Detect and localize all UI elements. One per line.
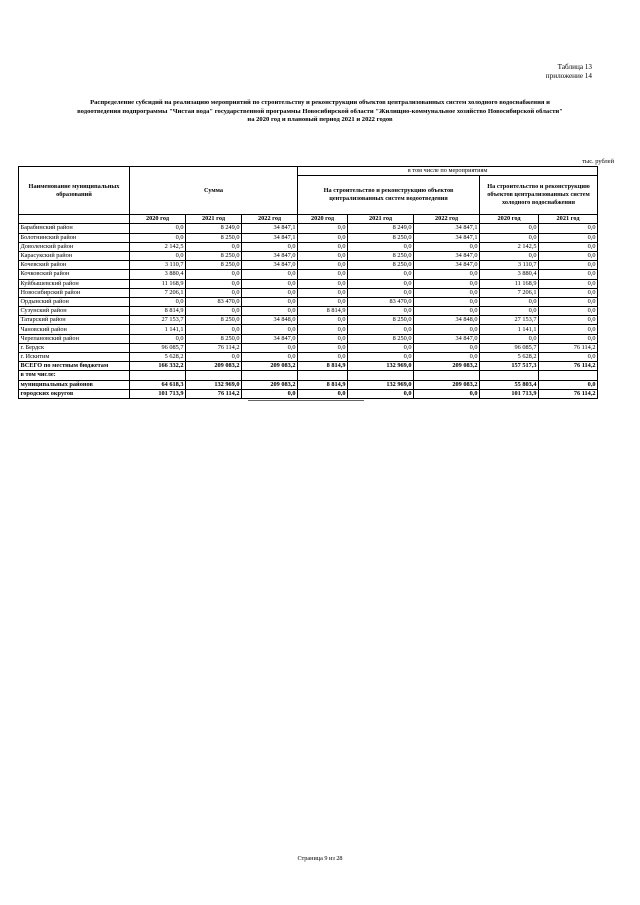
empty-cell	[298, 371, 348, 380]
row-value: 8 250,0	[186, 233, 242, 242]
row-value: 3 110,7	[480, 261, 539, 270]
table-row	[19, 353, 598, 362]
table-row	[19, 325, 598, 334]
row-value: 7 206,1	[480, 288, 539, 297]
row-value: 0,0	[242, 325, 298, 334]
table-row	[19, 389, 598, 398]
row-name: Сузунский район	[19, 307, 130, 316]
appendix-number: приложение 14	[545, 72, 592, 80]
row-value: 34 847,0	[242, 334, 298, 343]
row-value: 76 114,2	[186, 343, 242, 352]
row-value: 0,0	[242, 270, 298, 279]
row-value: 8 250,0	[348, 261, 414, 270]
row-value: 0,0	[539, 297, 598, 306]
row-value: 34 848,0	[242, 316, 298, 325]
row-name: Карасукский район	[19, 251, 130, 260]
row-value: 0,0	[539, 380, 598, 389]
row-value: 0,0	[298, 389, 348, 398]
header-group-drainage: На строительство и реконструкцию объектов централизованных систем водоотведения	[298, 176, 480, 215]
year-header: 2021 год	[186, 215, 242, 224]
empty-cell	[414, 371, 480, 380]
row-value: 0,0	[414, 389, 480, 398]
row-value: 0,0	[539, 251, 598, 260]
row-value: 8 250,0	[348, 334, 414, 343]
table-row	[19, 307, 598, 316]
row-name: ВСЕГО по местным бюджетам	[19, 362, 130, 371]
year-header: 2022 год	[242, 215, 298, 224]
row-name: Татарский район	[19, 316, 130, 325]
title-line-3: на 2020 год и плановый период 2021 и 2022 годов	[247, 116, 393, 124]
table-row	[19, 343, 598, 352]
row-value: 34 847,0	[242, 251, 298, 260]
subsidy-table	[18, 166, 598, 399]
row-value: 0,0	[242, 307, 298, 316]
row-value: 7 206,1	[130, 288, 186, 297]
row-value: 0,0	[539, 270, 598, 279]
row-value: 34 847,0	[414, 334, 480, 343]
row-value: 55 803,4	[480, 380, 539, 389]
row-value: 209 083,2	[186, 362, 242, 371]
row-value: 0,0	[539, 334, 598, 343]
row-value: 8 814,9	[298, 362, 348, 371]
row-name: Доволенский район	[19, 242, 130, 251]
row-value: 0,0	[186, 270, 242, 279]
row-value: 34 847,1	[414, 233, 480, 242]
table-row	[19, 270, 598, 279]
table-row	[19, 224, 598, 233]
row-value: 101 713,9	[480, 389, 539, 398]
row-value: 96 085,7	[480, 343, 539, 352]
row-value: 0,0	[539, 242, 598, 251]
empty-cell	[539, 371, 598, 380]
row-value: 96 085,7	[130, 343, 186, 352]
row-value: 0,0	[298, 343, 348, 352]
row-value: 0,0	[480, 251, 539, 260]
year-header: 2022 год	[414, 215, 480, 224]
row-value: 0,0	[414, 279, 480, 288]
row-value: 8 250,0	[186, 316, 242, 325]
including-row	[19, 371, 598, 380]
row-value: 0,0	[348, 279, 414, 288]
row-value: 0,0	[298, 261, 348, 270]
row-value: 76 114,2	[186, 389, 242, 398]
row-value: 0,0	[480, 297, 539, 306]
empty-cell	[242, 371, 298, 380]
row-value: 0,0	[130, 224, 186, 233]
row-value: 0,0	[298, 251, 348, 260]
row-value: 0,0	[414, 343, 480, 352]
row-value: 3 110,7	[130, 261, 186, 270]
row-value: 83 470,0	[348, 297, 414, 306]
row-value: 0,0	[414, 325, 480, 334]
row-value: 8 249,0	[348, 224, 414, 233]
row-name: г. Искитим	[19, 353, 130, 362]
row-value: 0,0	[348, 307, 414, 316]
row-value: 0,0	[130, 297, 186, 306]
row-value: 0,0	[186, 288, 242, 297]
row-value: 0,0	[298, 270, 348, 279]
row-value: 0,0	[348, 353, 414, 362]
row-value: 209 083,2	[242, 380, 298, 389]
row-value: 0,0	[414, 307, 480, 316]
row-value: 0,0	[242, 279, 298, 288]
row-value: 34 847,1	[242, 224, 298, 233]
row-value: 166 332,2	[130, 362, 186, 371]
row-value: 11 168,9	[480, 279, 539, 288]
row-name: Болотнинский район	[19, 233, 130, 242]
row-value: 0,0	[348, 343, 414, 352]
row-name: Новосибирский район	[19, 288, 130, 297]
row-value: 76 114,2	[539, 389, 598, 398]
row-value: 0,0	[539, 316, 598, 325]
row-value: 0,0	[414, 288, 480, 297]
page-footer: Страница 9 из 28	[297, 855, 343, 862]
table-row	[19, 362, 598, 371]
row-value: 0,0	[414, 353, 480, 362]
row-value: 0,0	[348, 270, 414, 279]
row-value: 8 814,9	[298, 307, 348, 316]
year-header: 2020 год	[130, 215, 186, 224]
row-name: Кочевский район	[19, 261, 130, 270]
row-value: 5 628,2	[130, 353, 186, 362]
table-row	[19, 279, 598, 288]
row-name: г. Бердск	[19, 343, 130, 352]
table-row	[19, 251, 598, 260]
row-value: 3 880,4	[130, 270, 186, 279]
row-value: 0,0	[242, 288, 298, 297]
row-value: 34 848,0	[414, 316, 480, 325]
row-value: 34 847,1	[242, 233, 298, 242]
row-value: 0,0	[186, 242, 242, 251]
row-value: 0,0	[414, 270, 480, 279]
row-value: 0,0	[348, 242, 414, 251]
row-value: 34 847,1	[414, 224, 480, 233]
row-name: городских округов	[19, 389, 130, 398]
years-row-blank	[19, 215, 130, 224]
row-value: 8 250,0	[348, 316, 414, 325]
row-value: 8 250,0	[186, 261, 242, 270]
table-body	[19, 224, 598, 399]
row-value: 3 880,4	[480, 270, 539, 279]
row-value: 8 250,0	[348, 233, 414, 242]
row-value: 209 083,2	[414, 362, 480, 371]
row-value: 8 250,0	[186, 251, 242, 260]
row-name: Чановский район	[19, 325, 130, 334]
row-value: 209 083,2	[414, 380, 480, 389]
row-name: Черепановский район	[19, 334, 130, 343]
row-value: 0,0	[298, 297, 348, 306]
row-value: 132 969,0	[348, 362, 414, 371]
row-name: муниципальных районов	[19, 380, 130, 389]
header-group-water: На строительство и реконструкцию объектов централизованных систем холодного водоснабжения	[480, 176, 598, 215]
row-value: 0,0	[480, 334, 539, 343]
row-name: Ордынский район	[19, 297, 130, 306]
row-value: 0,0	[298, 325, 348, 334]
row-value: 0,0	[539, 224, 598, 233]
row-value: 64 618,3	[130, 380, 186, 389]
empty-cell	[130, 371, 186, 380]
row-value: 0,0	[298, 224, 348, 233]
row-value: 0,0	[539, 233, 598, 242]
row-value: 11 168,9	[130, 279, 186, 288]
empty-cell	[480, 371, 539, 380]
row-value: 0,0	[130, 233, 186, 242]
row-value: 0,0	[242, 389, 298, 398]
row-value: 0,0	[348, 325, 414, 334]
row-value: 0,0	[348, 389, 414, 398]
row-name: Куйбышевский район	[19, 279, 130, 288]
row-value: 0,0	[242, 242, 298, 251]
row-value: 0,0	[539, 353, 598, 362]
row-value: 0,0	[480, 307, 539, 316]
row-value: 76 114,2	[539, 343, 598, 352]
year-header: 2021 год	[539, 215, 598, 224]
row-value: 0,0	[242, 297, 298, 306]
row-value: 0,0	[298, 279, 348, 288]
row-value: 0,0	[186, 279, 242, 288]
table-row	[19, 316, 598, 325]
row-value: 0,0	[539, 279, 598, 288]
row-value: 1 141,1	[130, 325, 186, 334]
row-value: 27 153,7	[480, 316, 539, 325]
row-value: 8 814,9	[130, 307, 186, 316]
row-value: 0,0	[539, 261, 598, 270]
row-value: 0,0	[298, 353, 348, 362]
units-label: тыс. рублей	[582, 158, 614, 165]
row-name: Барабинский район	[19, 224, 130, 233]
title-line-2: водоотведения подпрограммы "Чистая вода" государственной программы Новосибирской области "Жилищно-коммунальное хозяйство Новосибирской области"	[77, 107, 563, 115]
row-value: 132 969,0	[348, 380, 414, 389]
header-sum: Сумма	[130, 167, 298, 215]
row-value: 0,0	[539, 307, 598, 316]
row-value: 0,0	[298, 334, 348, 343]
row-value: 157 517,3	[480, 362, 539, 371]
empty-cell	[186, 371, 242, 380]
row-value: 0,0	[414, 242, 480, 251]
row-value: 0,0	[480, 224, 539, 233]
header-including: в том числе по мероприятиям	[298, 167, 598, 176]
row-name: Кочковский район	[19, 270, 130, 279]
row-value: 1 141,1	[480, 325, 539, 334]
row-value: 8 249,0	[186, 224, 242, 233]
separator-line	[248, 400, 364, 401]
row-value: 0,0	[186, 307, 242, 316]
row-value: 0,0	[130, 334, 186, 343]
row-value: 8 250,0	[186, 334, 242, 343]
table-row	[19, 380, 598, 389]
row-value: 8 814,9	[298, 380, 348, 389]
row-value: 0,0	[242, 353, 298, 362]
table-row	[19, 261, 598, 270]
row-value: 34 847,0	[242, 261, 298, 270]
row-value: 8 250,0	[348, 251, 414, 260]
row-value: 0,0	[242, 343, 298, 352]
row-value: 0,0	[298, 316, 348, 325]
row-value: 76 114,2	[539, 362, 598, 371]
year-header: 2020 год	[480, 215, 539, 224]
row-value: 0,0	[539, 325, 598, 334]
year-header: 2020 год	[298, 215, 348, 224]
row-value: 83 470,0	[186, 297, 242, 306]
table-row	[19, 297, 598, 306]
row-value: 27 153,7	[130, 316, 186, 325]
row-value: 209 083,2	[242, 362, 298, 371]
including-label: в том числе:	[19, 371, 130, 380]
row-value: 2 142,5	[480, 242, 539, 251]
table-row	[19, 334, 598, 343]
row-value: 0,0	[298, 242, 348, 251]
year-header: 2021 год	[348, 215, 414, 224]
row-value: 0,0	[348, 288, 414, 297]
row-value: 0,0	[539, 288, 598, 297]
table-row	[19, 288, 598, 297]
row-value: 0,0	[186, 353, 242, 362]
row-value: 0,0	[130, 251, 186, 260]
row-value: 0,0	[186, 325, 242, 334]
table-number: Таблица 13	[557, 63, 592, 71]
header-name: Наименование муниципальных образований	[19, 167, 130, 215]
table-row	[19, 242, 598, 251]
row-value: 5 628,2	[480, 353, 539, 362]
table-row	[19, 233, 598, 242]
row-value: 0,0	[298, 288, 348, 297]
empty-cell	[348, 371, 414, 380]
row-value: 34 847,0	[414, 261, 480, 270]
row-value: 34 847,0	[414, 251, 480, 260]
row-value: 0,0	[480, 233, 539, 242]
years-row	[19, 215, 598, 224]
row-value: 2 142,5	[130, 242, 186, 251]
row-value: 101 713,9	[130, 389, 186, 398]
row-value: 0,0	[414, 297, 480, 306]
row-value: 132 969,0	[186, 380, 242, 389]
row-value: 0,0	[298, 233, 348, 242]
title-line-1: Распределение субсидий на реализацию мероприятий по строительству и реконструкции объектов централизованных систем холодного водоснабжения и	[90, 99, 550, 106]
document-title	[18, 99, 622, 125]
